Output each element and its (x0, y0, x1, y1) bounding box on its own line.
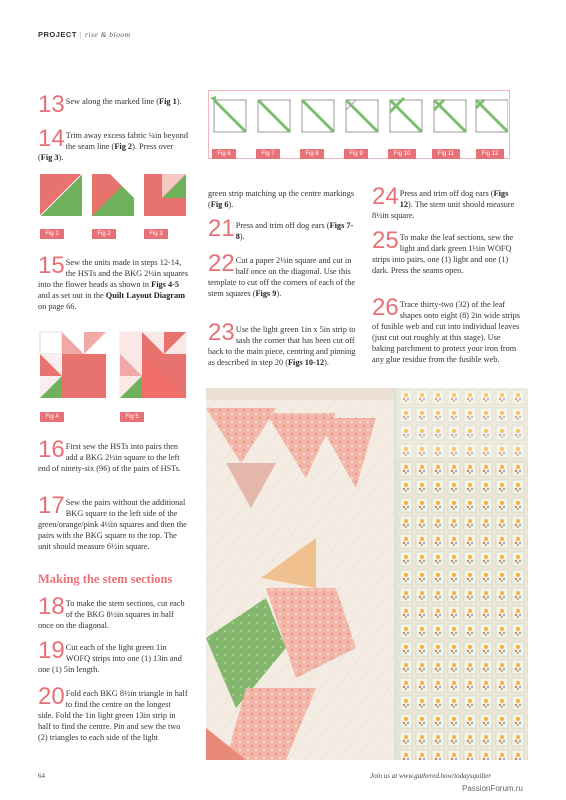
step-16 (38, 436, 188, 474)
fig-2-diagram (92, 174, 134, 216)
step-text: ). (239, 232, 245, 241)
fig-9-diagram (346, 100, 378, 132)
fig-11-diagram (434, 100, 466, 132)
header-separator: | (79, 30, 82, 39)
step-number: 20 (38, 683, 65, 710)
step-text: ). (58, 153, 64, 162)
step-number: 15 (38, 252, 65, 279)
step-26 (372, 294, 522, 365)
step-19 (38, 637, 188, 675)
fig-label: Fig 3 (144, 229, 168, 239)
page-number: 64 (38, 772, 45, 780)
fig-6-12-diagrams (210, 96, 508, 140)
step-text: To make the stem sections, cut each of the BKG 8½in squares in half once on the diagonal. (38, 599, 185, 630)
step-number: 19 (38, 637, 65, 664)
step-number: 17 (38, 492, 65, 519)
fig-label: Fig 2 (92, 229, 116, 239)
step-13 (38, 91, 188, 118)
step-24 (372, 183, 522, 221)
fig-4-5-diagrams (38, 330, 188, 402)
fig-ref: Figs 10-12 (287, 358, 325, 367)
step-number: 16 (38, 436, 65, 463)
step-15 (38, 252, 188, 312)
fig-label: Fig 9 (344, 149, 368, 159)
fig-6-diagram (210, 96, 246, 132)
diagram-ref: Quilt Layout Diagram (105, 291, 186, 300)
step-text: To make the leaf sections, sew the light and dark green 1½in WOFQ strips into pairs, one (1) light and one (1) dark. Press the seams open. (372, 233, 514, 275)
fig-label: Fig 8 (300, 149, 324, 159)
step-text: ). (228, 200, 234, 209)
step-number: 23 (208, 319, 235, 346)
step-text: ). (324, 358, 329, 367)
step-text: Cut a paper 2½in square and cut in half once on the diagonal. Use this template to cut off the corners of each of the stem squares ( (208, 256, 356, 298)
fig-ref: Figs 7-8 (235, 221, 354, 241)
fig-8-diagram (302, 100, 334, 132)
fig-1-diagram (40, 174, 82, 216)
section-heading: Making the stem sections (38, 572, 173, 586)
fig-3-diagram (144, 174, 186, 216)
watermark: PassionForum.ru (462, 784, 523, 793)
step-20 (38, 683, 188, 743)
step-text: Press and trim off dog ears ( (235, 221, 330, 230)
step-number: 14 (38, 125, 65, 152)
fig-1-3-diagrams (38, 172, 188, 220)
fig-12-diagram (476, 100, 508, 132)
fig-ref: Figs 9 (255, 289, 277, 298)
step-text: Sew along the marked line ( (65, 97, 160, 106)
fig-ref: Fig 3 (40, 153, 59, 162)
step-number: 25 (372, 227, 399, 254)
step-text: Use the light green 1in x 5in strip to sash the corner that has been cut off back to the main piece, centring and pinning as described in step 20 ( (208, 325, 356, 367)
step-number: 13 (38, 91, 65, 118)
step-text: Sew the units made in steps 12-14, the HSTs and the BKG 2½in squares into the flower heads as shown in (38, 258, 188, 289)
step-number: 22 (208, 250, 235, 277)
header-section: rise & bloom (84, 30, 131, 39)
step-21 (208, 215, 358, 242)
fig-label: Fig 5 (120, 412, 144, 422)
step-text: ). (176, 97, 182, 106)
fig-label: Fig 1 (40, 229, 64, 239)
step-text: Fold each BKG 8½in triangle in half to find the centre on the longest side. Fold the 1in light green 13in strip in half to find the centre. Pin and sew the two (2) triangles to each side of the light (38, 689, 188, 742)
fig-5-diagram (120, 332, 186, 398)
fig-7-diagram (258, 100, 290, 132)
fig-4-diagram (40, 332, 106, 398)
fig-label: Fig 6 (212, 149, 236, 159)
fig-label: Fig 4 (40, 412, 64, 422)
step-text: and as set out in the (38, 291, 106, 300)
step-text: Trace thirty-two (32) of the leaf shapes onto eight (8) 2in wide strips of fusible web and cut into individual leaves (just cut out roughly at this stage). Use baking parchment to protect your iron from any glue residue from the fusible web. (372, 300, 520, 364)
step-text: ). The stem unit should measure 8½in square. (372, 200, 515, 220)
fig-label: Fig 12 (476, 149, 504, 159)
step-number: 21 (208, 215, 235, 242)
fig-ref: Fig 6 (210, 200, 229, 209)
footer-url: Join us at www.gathered.how/todaysquilter (370, 772, 492, 780)
fig-ref: Fig 2 (114, 142, 133, 151)
step-18 (38, 593, 188, 631)
header-project: PROJECT (38, 30, 77, 39)
fig-ref: Fig 1 (159, 97, 177, 106)
step-number: 26 (372, 294, 399, 321)
step-number: 24 (372, 183, 399, 210)
step-text: First sew the HSTs into pairs then add a BKG 2½in square to the left end of ninety-six (96) of the pairs of HSTs. (38, 442, 181, 473)
step-text: Trim away excess fabric ¼in beyond the seam line ( (65, 131, 188, 151)
fig-label: Fig 7 (256, 149, 280, 159)
step-text: ). Press over ( (38, 142, 174, 162)
fig-10-diagram (390, 98, 422, 132)
step-text: Press and trim off dog ears ( (399, 189, 494, 198)
fig-ref: Figs 4-5 (151, 280, 180, 289)
step-20-continued (208, 188, 358, 210)
fig-ref: Figs 12 (399, 189, 509, 209)
running-header (38, 30, 131, 39)
step-text: Cut each of the light green 1in WOFQ strips into one (1) 13in and one (1) 5in length. (38, 643, 182, 674)
step-17 (38, 492, 188, 552)
step-number: 18 (38, 593, 65, 620)
step-text: green strip matching up the centre markings ( (208, 189, 355, 209)
fig-label: Fig 10 (388, 149, 416, 159)
step-text: on page 66. (38, 302, 77, 311)
step-text: ). (276, 289, 282, 298)
step-23 (208, 319, 358, 368)
step-25 (372, 227, 522, 276)
fig-label: Fig 11 (432, 149, 460, 159)
step-22 (208, 250, 358, 299)
quilt-photo (206, 388, 528, 760)
step-14 (38, 125, 188, 163)
step-text: Sew the pairs without the additional BKG square to the left side of the green/orange/pink 4½in squares and then the pairs with the BKG square to the top. The unit should measure 6½in square. (38, 498, 187, 551)
